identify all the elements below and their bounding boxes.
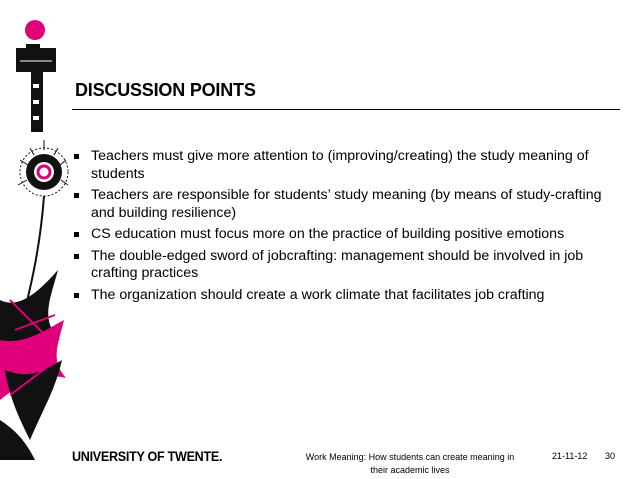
bullet-square-icon xyxy=(74,193,79,198)
bullet-text: CS education must focus more on the practice of building positive emotions xyxy=(91,226,565,242)
bullet-text: Teachers must give more attention to (improving/creating) the study meaning of students xyxy=(91,148,589,182)
bullet-square-icon xyxy=(74,232,79,237)
foliage-icon xyxy=(0,270,66,460)
list-item xyxy=(72,248,612,283)
footer-date: 21-11-12 xyxy=(552,451,588,461)
decorative-artwork xyxy=(0,0,70,479)
bullet-text: The organization should create a work climate that facilitates job crafting xyxy=(91,286,545,303)
pink-dot-icon xyxy=(25,20,45,40)
list-item xyxy=(72,187,612,222)
bullet-square-icon xyxy=(74,254,79,259)
footer-presentation-title: Work Meaning: How students can create meaning in their academic lives xyxy=(305,452,515,475)
university-logo: UNIVERSITY OF TWENTE. xyxy=(72,449,223,464)
bullet-square-icon xyxy=(74,154,79,159)
bullet-square-icon xyxy=(74,293,79,298)
list-item xyxy=(72,226,612,244)
bullet-text: Teachers are responsible for students’ study meaning (by means of study-crafting and building resilience) xyxy=(91,187,602,221)
list-item xyxy=(72,287,612,305)
bullet-text: The double-edged sword of jobcrafting: management should be involved in job crafting practices xyxy=(91,247,584,281)
list-item xyxy=(72,148,612,183)
bullet-list xyxy=(72,148,612,308)
page-number: 30 xyxy=(605,451,616,461)
title-divider xyxy=(72,109,620,110)
slide-title: DISCUSSION POINTS xyxy=(75,80,256,100)
